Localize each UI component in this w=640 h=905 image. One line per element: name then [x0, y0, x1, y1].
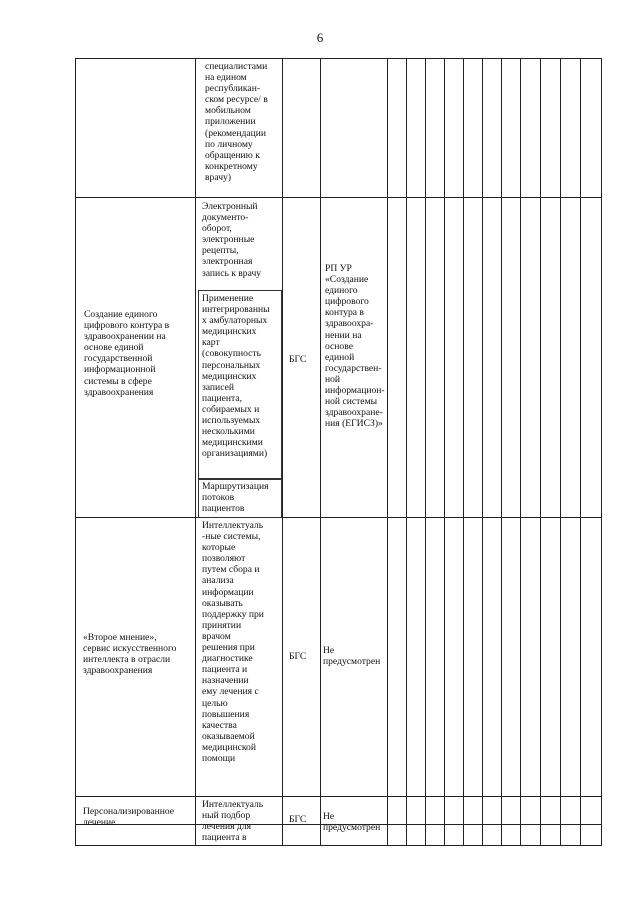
col-sep-type	[320, 58, 321, 846]
row-sep	[75, 197, 602, 198]
type-cell: БГС	[289, 354, 307, 365]
col-sep-period	[463, 58, 464, 846]
subitem-text: Маршрутизация потоков пациентов	[202, 481, 269, 515]
col-sep-period	[560, 58, 561, 846]
type-cell: БГС	[289, 651, 307, 662]
subitem-text: Интеллектуаль ный подбор лечения для пациента в	[202, 799, 264, 844]
project-cell: РП УР «Создание единого цифрового контура в здравоохра- нении на основе единой государствен- ной информацион- ной системы здравоохране- ния (ЕГИСЗ)»	[325, 263, 385, 430]
table-right-border	[601, 58, 602, 846]
page-number: 6	[316, 30, 324, 45]
col-sep-period	[482, 58, 483, 846]
measure-name: Создание единого цифрового контура в здравоохранении на основе единой государственной информационной системы в сфере здравоохранения	[84, 309, 170, 398]
row-sep	[75, 796, 602, 797]
table-bottom-border	[75, 845, 602, 846]
table-top-border	[75, 58, 602, 59]
col-sep-period	[425, 58, 426, 846]
project-cell: Не предусмотрен	[323, 645, 381, 668]
col-sep-period	[520, 58, 521, 846]
measure-name: Персонализированное лечение	[83, 806, 175, 829]
measure-name: «Второе мнение», сервис искусственного интеллекта в отрасли здравоохранения	[83, 632, 177, 677]
project-cell: Не предусмотрен	[323, 811, 381, 834]
col-sep-period	[406, 58, 407, 846]
col-sep-period	[580, 58, 581, 846]
col-sep-period	[444, 58, 445, 846]
row-sep	[75, 517, 602, 518]
col-sep-name	[195, 58, 196, 846]
col-sep-period	[540, 58, 541, 846]
col-sep-project	[387, 58, 388, 846]
subitem-text: Интеллектуаль -ные системы, которые позволяют путем сбора и анализа информации оказывать поддержку при принятии врачом решения при диагностике пациента и назначении ему лечения с целью повышения качества оказываемой медицинской помощи	[202, 520, 264, 764]
subitem-text: Применение интегрированны х амбулаторных медицинских карт (совокупность персональных медицинских записей пациента, собираемых и используемых несколькими медицинскими организациями)	[202, 293, 270, 460]
type-cell: БГС	[289, 814, 307, 825]
subitem-text: Электронный документо- оборот, электронные рецепты, электронная запись к врачу	[202, 201, 262, 279]
col-sep-period	[501, 58, 502, 846]
table-left-border	[75, 58, 76, 846]
subitem-text: специалистами на едином республикан- ском ресурсе/ в мобильном приложении (рекомендации по личному обращению к конкретному врачу)	[205, 61, 268, 183]
